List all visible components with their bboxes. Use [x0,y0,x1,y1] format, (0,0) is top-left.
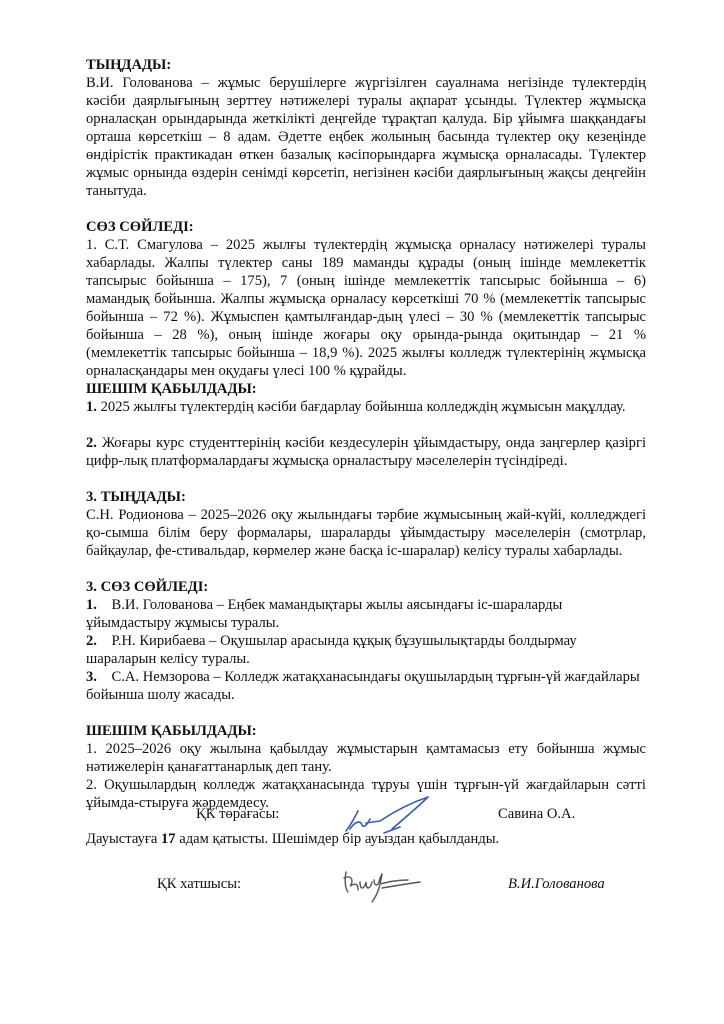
chair-name: Савина О.А. [498,806,576,822]
vote-suffix: адам қатысты. Шешімдер бір ауыздан қабылданды. [175,831,500,847]
secretary-signature-icon [338,860,428,905]
section-heading-decision-1: ШЕШІМ ҚАБЫЛДАДЫ: [86,381,257,397]
speaker-item-3 [86,668,646,704]
item-text: Жоғары курс студенттерінің кәсіби кездесулерін ұйымдастыру, онда заңгерлер қазіргі цифр-лық платформалардағы жұмысқа орналастыру мәселелерін түсіндіреді. [86,435,646,469]
chair-label: ҚК төрағасы: [196,806,280,822]
item-text: С.А. Немзорова – Колледж жатақханасындағы оқушылардың тұрғын-үй жағдайлары бойынша шолу жасады. [86,669,640,703]
decision-1-item-1 [86,398,646,416]
decision-2-item-1: 1. 2025–2026 оқу жылына қабылдау жұмыстарын қамтамасыз ету бойынша жұмыс нәтижелерін қанағаттанарлық деп тану. [86,741,646,775]
item-text: 2025 жылғы түлектердің кәсіби бағдарлау бойынша колледждің жұмысын мақұлдау. [100,399,626,415]
speaker-item-2 [86,632,646,668]
section-body-spoke: 1. С.Т. Смагулова – 2025 жылғы түлектердің жұмысқа орналасу нәтижелері туралы хабарлады. Жалпы түлектер саны 189 маманды құрады (оның ішінде мемлекеттік тапсырыс бойынша – 175), 7 (оның ішінде мемлекеттік тапсырыс бойынша – 6) мамандық бойынша. Жалпы жұмысқа орналасу көрсеткіші 70 % (мемлекеттік тапсырыс бойынша – 72 %). Жұмыспен қамтылғандар-дың үлесі – 30 % (мемлекеттік тапсырыс бойынша – 28 %), оның ішінде жоғары оқу орында-рында оқитындар – 21 % (мемлекеттік тапсырыс бойынша – 18,9 %). 2025 жылғы колледж түлектерінің жұмысқа орналасқандары мен оқудағы үлесі 100 % құрайды. [86,237,646,379]
item-number: 2. [86,435,97,451]
protocol-document [86,56,646,848]
decision-1-item-2 [86,434,646,470]
secretary-name: В.И.Голованова [508,876,605,892]
item-number: 2. [86,633,97,649]
vote-count: 17 [160,831,176,847]
item-text: Р.Н. Кирибаева – Оқушылар арасында құқық бұзушылықтарды болдырмау шараларын келісу туралы. [86,633,577,667]
decision-2-item-2: 2. Оқушылардың колледж жатақханасында тұруы үшін тұрғын-үй жағдайларын сәтті ұйымда-стыруға жәрдемдесу. [86,777,646,811]
section-heading-spoke: СӨЗ СӨЙЛЕДІ: [86,219,194,235]
item-text: В.И. Голованова – Еңбек мамандықтары жылы аясындағы іс-шараларды ұйымдастыру жұмысы туралы. [86,597,563,631]
item-number: 1. [86,597,97,613]
item-number: 1. [86,399,97,415]
section-heading-listened-3: 3. ТЫҢДАДЫ: [86,489,186,505]
section-body-listened: В.И. Голованова – жұмыс берушілерге жүргізілген сауалнама негізінде түлектердің кәсіби даярлығының зерттеу нәтижелері туралы ақпарат ұсынды. Түлектер жұмысқа орналасқан орындарында жеткілікті деңгейде тұрақтап қалуда. Бір ұйымға шаққандағы орташа көрсеткіш – 8 адам. Әдетте еңбек жолының басында түлектер оқу кезеңінде өндірістік практикадан өткен базалық кәсіпорындарға жұмысқа орналасады. Түлектер жұмыс орнында өздерін сенімді көрсетіп, негізінен кәсіби даярлығының жақсы деңгейін танытуда. [86,75,646,199]
vote-prefix: Дауыстауға [86,831,161,847]
section-heading-listened: ТЫҢДАДЫ: [86,57,172,73]
section-heading-spoke-3: 3. СӨЗ СӨЙЛЕДІ: [86,579,209,595]
speaker-item-1 [86,596,646,632]
item-number: 3. [86,669,97,685]
section-body-listened-3: С.Н. Родионова – 2025–2026 оқу жылындағы тәрбие жұмысының жай-күйі, колледждегі қо-сымша білім беру формалары, шараларды ұйымдастыру мәселелерін (смотрлар, байқаулар, фе-стивальдар, көрмелер және басқа іс-шаралар) келісу туралы хабарлады. [86,507,646,559]
section-heading-decision-2: ШЕШІМ ҚАБЫЛДАДЫ: [86,723,257,739]
secretary-label: ҚК хатшысы: [157,876,242,892]
chair-signature-icon [340,793,435,838]
